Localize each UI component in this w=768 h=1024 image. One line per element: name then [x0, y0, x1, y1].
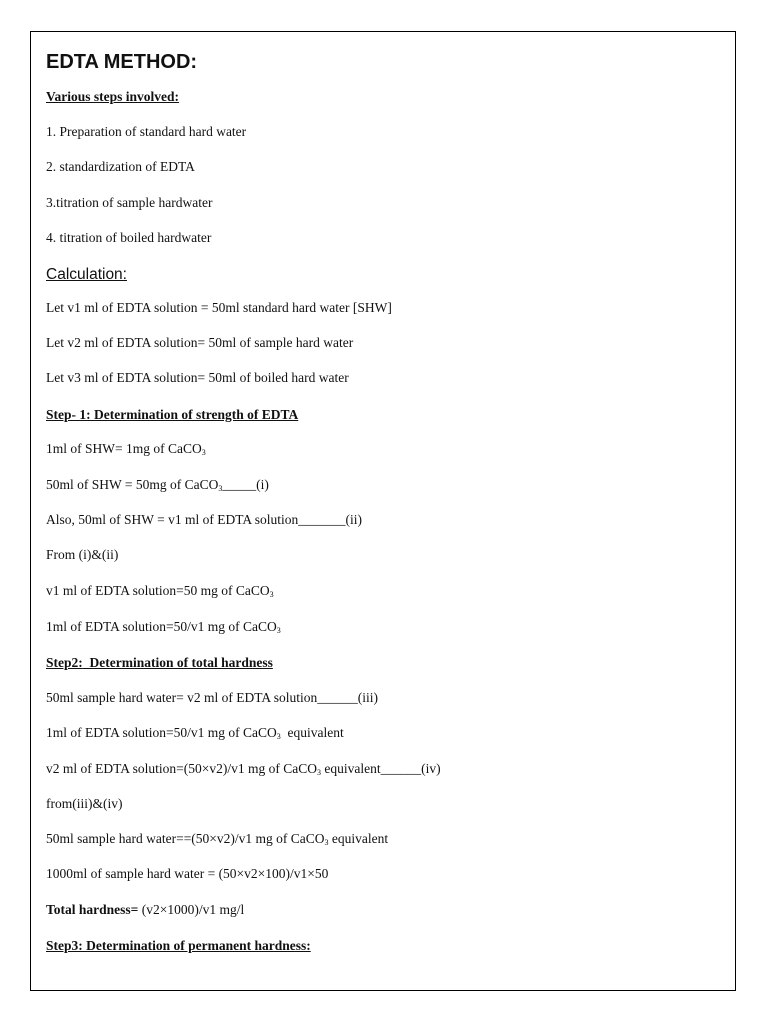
calculation-heading: Calculation:: [46, 266, 127, 283]
equation-line: 50ml sample hard water= v2 ml of EDTA solution______(iii): [46, 690, 378, 705]
step1-heading: Step- 1: Determination of strength of EDTA: [46, 407, 299, 422]
let-line: Let v2 ml of EDTA solution= 50ml of sample hard water: [46, 335, 354, 350]
equation-line: 50ml of SHW = 50mg of CaCO$_3$_____(i): [46, 477, 269, 493]
total-hardness-line: Total hardness= (v2×1000)/v1 mg/l: [46, 902, 245, 917]
step-item: 3.titration of sample hardwater: [46, 195, 213, 210]
step3-heading: Step3: Determination of permanent hardness:: [46, 938, 311, 953]
equation-line: 1ml of EDTA solution=50/v1 mg of CaCO$_3$ equivalent: [46, 725, 344, 741]
equation-line: 1ml of EDTA solution=50/v1 mg of CaCO$_3$: [46, 619, 281, 635]
equation-line: 1ml of SHW= 1mg of CaCO$_3$: [46, 441, 206, 457]
equation-line: from(iii)&(iv): [46, 796, 123, 811]
page-border: [30, 31, 736, 991]
step-item: 1. Preparation of standard hard water: [46, 124, 247, 139]
equation-line: From (i)&(ii): [46, 547, 119, 562]
step-item: 4. titration of boiled hardwater: [46, 230, 212, 245]
equation-line: v2 ml of EDTA solution=(50×v2)/v1 mg of CaCO$_3$ equivalent______(iv): [46, 761, 441, 777]
let-line: Let v3 ml of EDTA solution= 50ml of boiled hard water: [46, 370, 349, 385]
equation-line: Also, 50ml of SHW = v1 ml of EDTA solution_______(ii): [46, 512, 363, 527]
equation-line: 1000ml of sample hard water = (50×v2×100)/v1×50: [46, 866, 329, 881]
step-item: 2. standardization of EDTA: [46, 159, 195, 174]
page-title: EDTA METHOD:: [46, 51, 198, 73]
step2-heading: Step2: Determination of total hardness: [46, 655, 273, 670]
equation-line: v1 ml of EDTA solution=50 mg of CaCO$_3$: [46, 583, 274, 599]
let-line: Let v1 ml of EDTA solution = 50ml standard hard water [SHW]: [46, 300, 392, 315]
steps-heading: Various steps involved:: [46, 89, 180, 104]
total-hardness-label: Total hardness=: [46, 902, 139, 917]
equation-line: 50ml sample hard water==(50×v2)/v1 mg of CaCO$_3$ equivalent: [46, 831, 389, 847]
